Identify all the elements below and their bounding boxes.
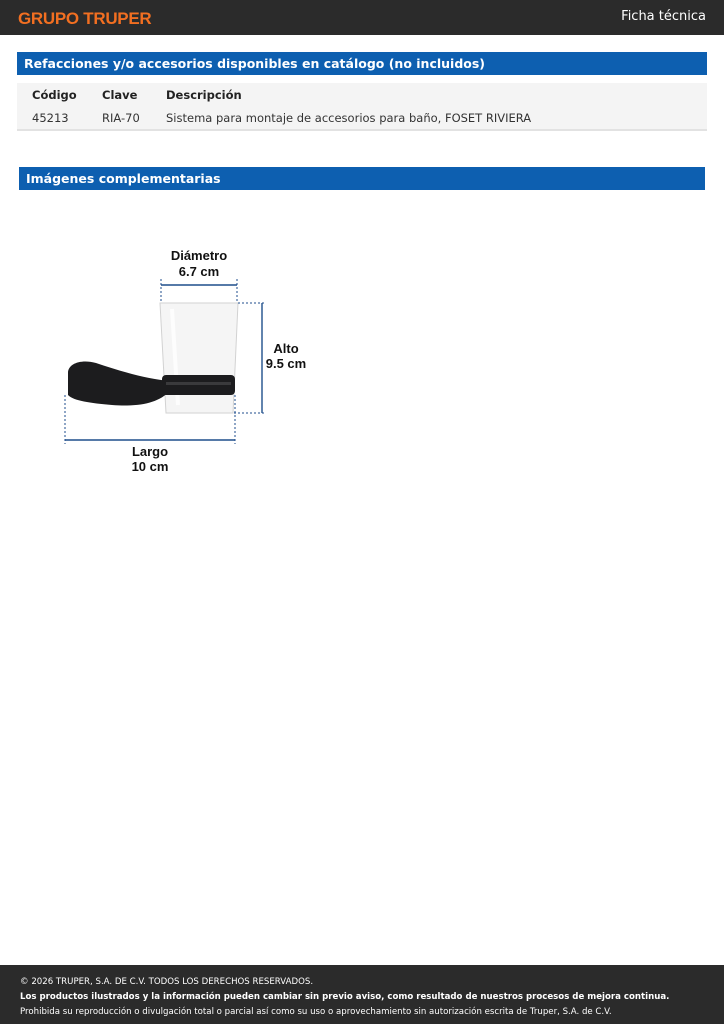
row-code: 45213 bbox=[32, 111, 69, 125]
parts-table bbox=[17, 83, 707, 131]
row-key: RIA-70 bbox=[102, 111, 140, 125]
diameter-value: 6.7 cm bbox=[178, 264, 220, 279]
column-header-description: Descripción bbox=[166, 88, 242, 102]
page-footer bbox=[0, 965, 724, 1024]
height-value: 9.5 cm bbox=[265, 356, 307, 371]
top-header bbox=[0, 0, 724, 35]
wall-bracket bbox=[68, 361, 170, 405]
parts-section-title: Refacciones y/o accesorios disponibles en catálogo (no incluidos) bbox=[17, 52, 707, 75]
height-label: Alto bbox=[273, 341, 299, 356]
column-header-key: Clave bbox=[102, 88, 138, 102]
footer-copyright: © 2026 TRUPER, S.A. DE C.V. TODOS LOS DERECHOS RESERVADOS. bbox=[20, 977, 314, 987]
brand-logo: GRUPO TRUPER bbox=[18, 9, 152, 28]
footer-notice: Los productos ilustrados y la información pueden cambiar sin previo aviso, como resultado de nuestros procesos de mejora continua. bbox=[20, 992, 670, 1002]
footer-restriction: Prohibida su reproducción o divulgación total o parcial así como su uso o aprovechamiento sin autorización escrita de Truper, S.A. de C.V. bbox=[20, 1007, 612, 1017]
row-description: Sistema para montaje de accesorios para baño, FOSET RIVIERA bbox=[166, 111, 532, 125]
document-type-label: Ficha técnica bbox=[621, 9, 706, 24]
length-label: Largo bbox=[131, 444, 169, 459]
product-dimension-figure bbox=[60, 245, 320, 485]
diameter-label: Diámetro bbox=[170, 248, 228, 263]
length-value: 10 cm bbox=[131, 459, 169, 474]
images-section-title: Imágenes complementarias bbox=[19, 167, 705, 190]
column-header-code: Código bbox=[32, 88, 77, 102]
